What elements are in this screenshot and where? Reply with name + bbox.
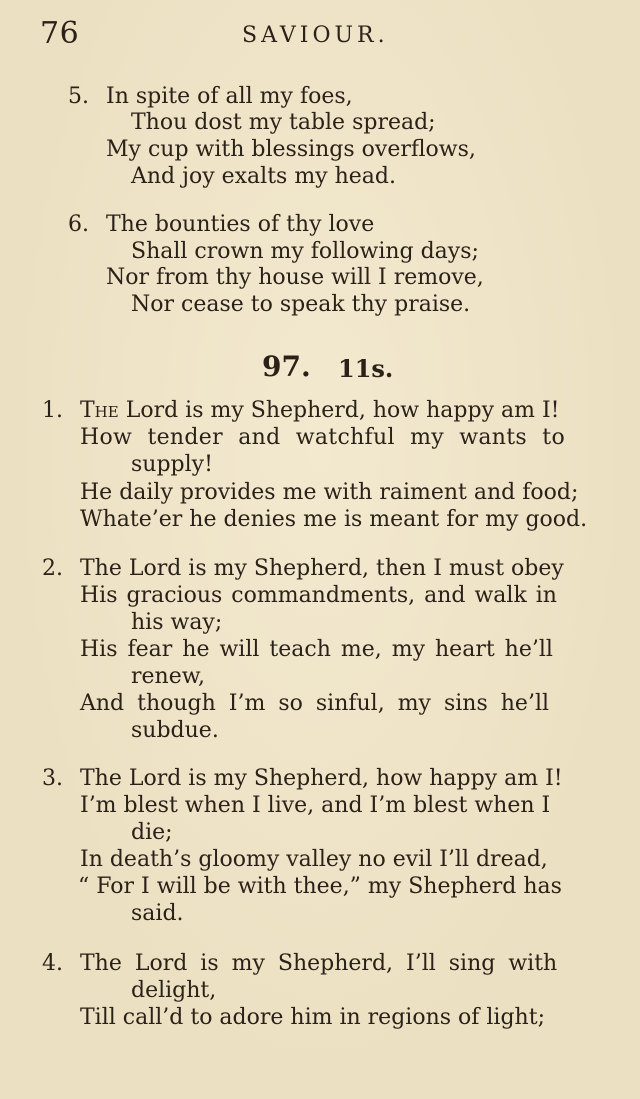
verse-line: The Lord is my Shepherd, then I must obey (80, 556, 564, 581)
stanza-number: 4. (42, 951, 63, 976)
verse-line: I’m blest when I live, and I’m blest when I (80, 793, 551, 818)
hymn-meter: 11s. (338, 354, 394, 383)
stanza-number: 1. (42, 398, 63, 423)
verse-line: Nor cease to speak thy praise. (131, 292, 471, 317)
verse-line: The bounties of thy love (106, 212, 375, 237)
verse-line: said. (131, 901, 184, 926)
verse-line: In death’s gloomy valley no evil I’ll dread, (80, 847, 548, 872)
verse-line: “ For I will be with thee,” my Shepherd has (78, 874, 562, 899)
verse-line: In spite of all my foes, (106, 84, 353, 109)
initial-word: The (80, 398, 119, 423)
verse-line: Till call’d to adore him in regions of light; (80, 1005, 545, 1030)
verse-line: Nor from thy house will I remove, (106, 265, 484, 290)
verse-line: And joy exalts my head. (131, 164, 396, 189)
verse-line: subdue. (131, 718, 219, 743)
stanza-number: 3. (42, 766, 63, 791)
verse-line: The Lord is my Shepherd, how happy am I! (80, 766, 563, 791)
verse-line: How tender and watchful my wants to (80, 425, 565, 450)
verse-line: his way; (131, 610, 223, 635)
verse-line: supply! (131, 452, 213, 477)
stanza-number: 5. (68, 84, 89, 109)
verse-line: My cup with blessings overflows, (106, 137, 476, 162)
hymn-number: 97. (262, 350, 311, 383)
verse-line: Whate’er he denies me is meant for my good. (80, 507, 588, 532)
running-title: SAVIOUR. (242, 23, 389, 48)
verse-line: Thou dost my table spread; (131, 110, 436, 135)
verse-line: renew, (131, 664, 205, 689)
verse-line: die; (131, 820, 173, 845)
page-number: 76 (40, 16, 80, 51)
stanza-number: 6. (68, 212, 89, 237)
verse-line-rest: Lord is my Shepherd, how happy am I! (118, 398, 560, 423)
verse-line: The Lord is my Shepherd, I’ll sing with (80, 951, 558, 976)
verse-line: His fear he will teach me, my heart he’ll (80, 637, 553, 662)
verse-line: And though I’m so sinful, my sins he’ll (80, 691, 550, 716)
verse-line: His gracious commandments, and walk in (80, 583, 557, 608)
verse-line: Shall crown my following days; (131, 239, 479, 264)
verse-line (80, 398, 560, 424)
verse-line: delight, (131, 978, 217, 1003)
stanza-number: 2. (42, 556, 63, 581)
verse-line: He daily provides me with raiment and food; (80, 480, 579, 505)
